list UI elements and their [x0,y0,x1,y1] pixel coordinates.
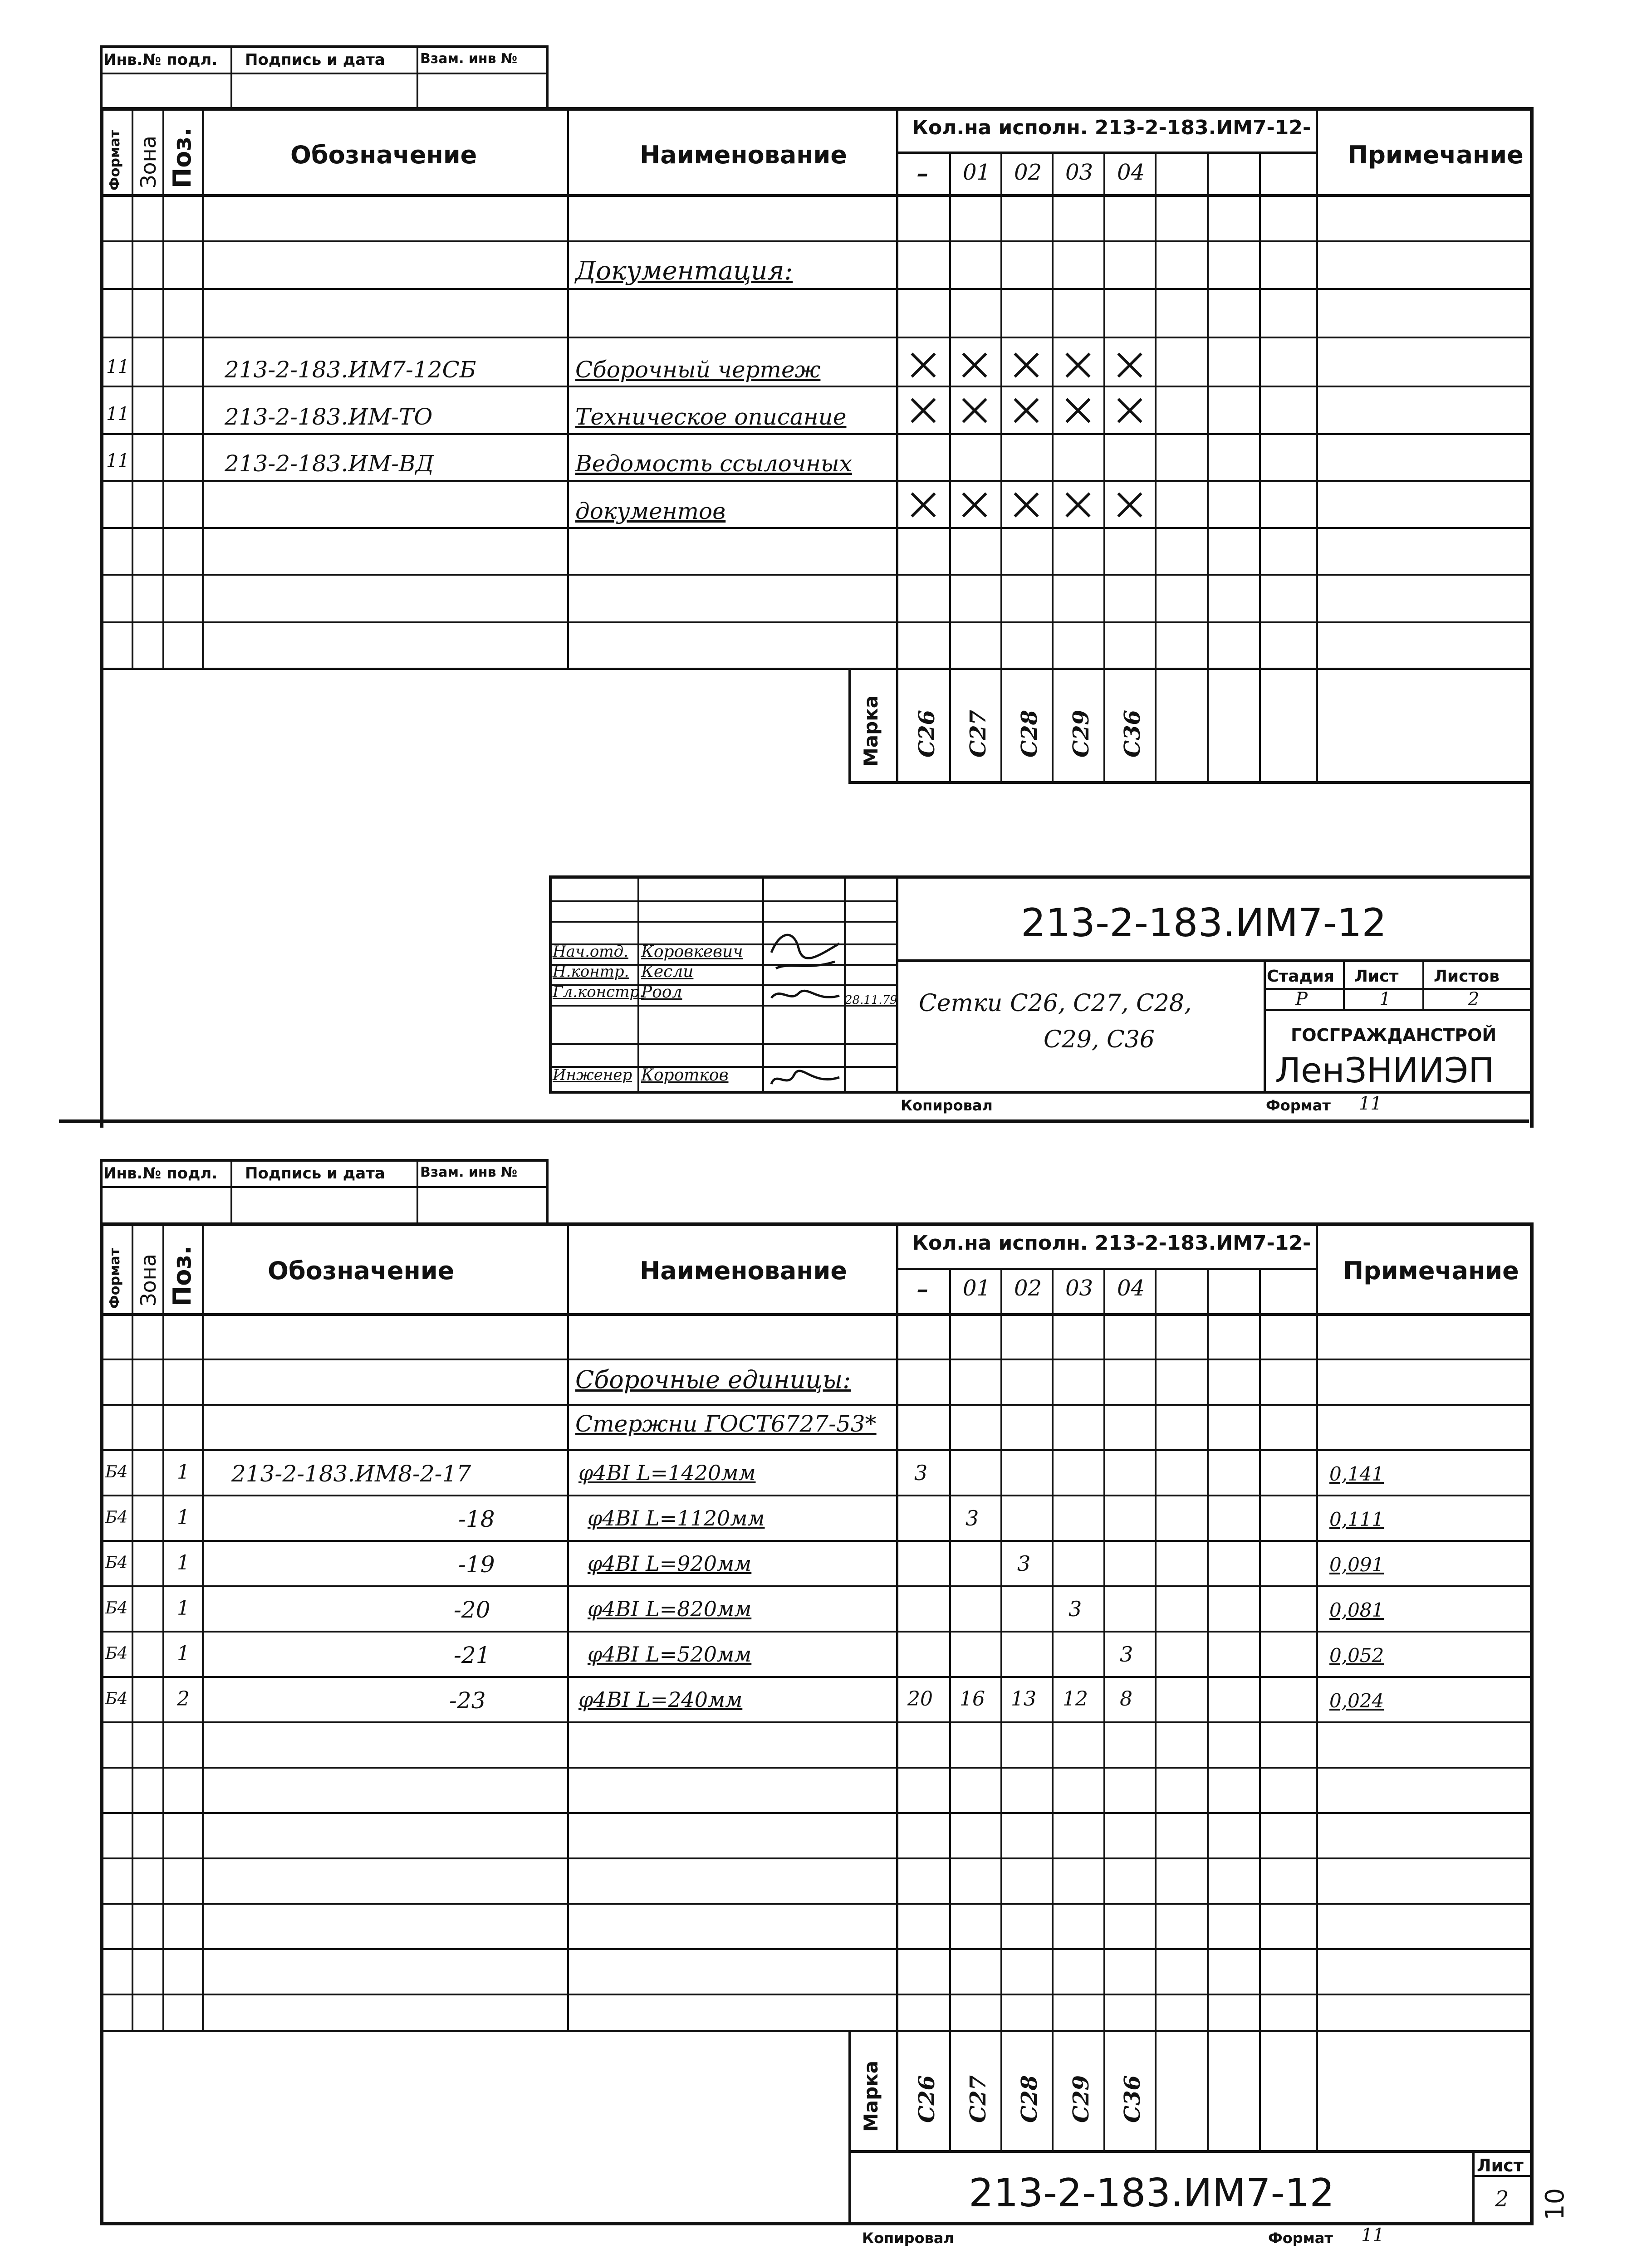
header-naimenovanie: Наименование [640,141,848,169]
row-format: Б4 [105,1508,128,1527]
title-code: 213-2-183.ИМ7-12 [969,2170,1335,2216]
row-poz: 2 [177,1687,190,1711]
row-name: Ведомость ссылочных [575,450,852,477]
stamp-podpis: Подпись и дата [245,51,385,69]
row-designation: -18 [458,1506,495,1532]
row-poz: 1 [177,1597,190,1620]
row-format: Б4 [105,1690,128,1708]
title-code: 213-2-183.ИМ7-12 [1021,900,1387,946]
header-naimenovanie: Наименование [640,1256,848,1285]
marka-c27: С27 [966,710,991,758]
marka-c26: С26 [914,2075,940,2123]
row-designation: 213-2-183.ИМ-ТО [225,404,433,430]
role-gl-konstr: Гл.констр. [553,983,644,1001]
row-name: Сборочный чертеж [575,357,821,383]
row-name: φ4ВI L=240мм [578,1687,743,1712]
format-label: Формат [1266,1097,1331,1114]
row-designation: -19 [458,1551,495,1578]
row-name: φ4ВI L=820мм [588,1597,752,1621]
format-label: Формат [1268,2229,1333,2247]
name-korotkov: Коротков [641,1066,729,1085]
row-qty: 3 [1068,1597,1082,1621]
sheet-value: 2 [1495,2186,1509,2212]
row-poz: 1 [177,1551,190,1574]
header-kol: Кол.на исполн. 213-2-183.ИМ7-12- [912,116,1311,139]
stamp-inv-podl: Инв.№ подл. [103,51,218,69]
row-format: Б4 [105,1463,128,1481]
name-rool: Роол [641,983,682,1002]
section-subtitle: Стержни ГОСТ6727-53* [575,1411,877,1437]
variant-3: 03 [1065,1276,1093,1301]
variant-3: 03 [1065,160,1093,185]
sign-date: 28.11.79 [845,993,897,1007]
format-value: 11 [1359,1093,1382,1114]
marka-c29: С29 [1068,2075,1094,2123]
org-name-1: ГОСГРАЖДАНСТРОЙ [1291,1025,1497,1045]
org-name-2: ЛенЗНИИЭП [1275,1050,1495,1090]
row-note: 0,024 [1329,1690,1384,1712]
stamp-podpis: Подпись и дата [245,1164,385,1183]
header-poz: Поз. [168,127,196,188]
stage-header: Стадия [1267,967,1334,986]
row-qty: 13 [1011,1687,1036,1711]
name-korovkevich: Коровкевич [641,943,743,961]
title-line-2: С29, С36 [1044,1026,1155,1053]
row-qty: 8 [1120,1687,1132,1711]
row-note: 0,052 [1329,1644,1384,1667]
row-name: φ4ВI L=1420мм [578,1461,756,1485]
section-title: Сборочные единицы: [575,1365,851,1394]
stamp-vzam: Взам. инв № [420,1164,518,1180]
variant-4: 04 [1117,160,1145,185]
header-format: Формат [107,1248,123,1309]
format-value: 11 [1361,2225,1384,2246]
variant-0: – [917,1276,928,1303]
row-note: 0,081 [1329,1599,1384,1621]
row-name: φ4ВI L=920мм [588,1551,752,1576]
sheet-header: Лист [1354,967,1399,986]
row-format: Б4 [105,1644,128,1663]
role-nach-otd: Нач.отд. [553,943,628,961]
sheets-value: 2 [1468,989,1480,1010]
stamp-vzam: Взам. инв № [420,51,518,67]
stamp-inv-podl: Инв.№ подл. [103,1164,218,1183]
header-primechanie: Примечание [1343,1256,1519,1285]
row-poz: 1 [177,1642,190,1665]
row-note: 0,111 [1329,1508,1384,1530]
variant-1: 01 [963,160,991,185]
sheets-header: Листов [1434,967,1500,986]
row-name: φ4ВI L=1120мм [588,1506,765,1530]
header-poz: Поз. [168,1245,196,1306]
row-format: 11 [106,404,129,425]
row-qty: 3 [966,1506,979,1530]
header-oboznachenie: Обозначение [268,1256,455,1285]
row-name: φ4ВI L=520мм [588,1642,752,1667]
row-designation: 213-2-183.ИМ8-2-17 [231,1461,471,1487]
header-zona: Зона [136,136,161,188]
variant-2: 02 [1014,1276,1042,1301]
variant-4: 04 [1117,1276,1145,1301]
row-note: 0,091 [1329,1554,1384,1576]
title-line-1: Сетки С26, С27, С28, [919,990,1192,1017]
marka-c29: С29 [1068,710,1094,758]
row-designation: 213-2-183.ИМ-ВД [225,450,434,477]
marka-c27: С27 [966,2075,991,2123]
sheet-value: 1 [1379,989,1391,1010]
page-number: 10 [1540,2188,1570,2220]
header-format: Формат [107,130,123,191]
marka-c36: С36 [1120,2075,1145,2123]
row-qty: 12 [1063,1687,1088,1711]
sheet-header: Лист [1477,2156,1524,2175]
row-poz: 1 [177,1506,190,1529]
role-n-kontr: Н.контр. [553,963,629,981]
section-title: Документация: [575,256,793,286]
row-designation: -23 [449,1687,486,1714]
stage-value: Р [1295,989,1308,1010]
marka-c36: С36 [1120,710,1145,758]
variant-1: 01 [963,1276,991,1301]
kopiroval: Копировал [901,1097,993,1114]
header-oboznachenie: Обозначение [290,141,477,169]
row-qty: 20 [907,1687,933,1711]
name-kesli: Кесли [641,963,694,981]
role-inzhener: Инженер [553,1066,632,1084]
row-format: 11 [106,450,129,471]
marka-c28: С28 [1017,2075,1042,2123]
row-format: Б4 [105,1554,128,1572]
variant-2: 02 [1014,160,1042,185]
marka-c26: С26 [914,710,940,758]
row-poz: 1 [177,1461,190,1484]
row-format: 11 [106,357,129,377]
marka-c28: С28 [1017,710,1042,758]
row-qty: 16 [960,1687,985,1711]
header-kol: Кол.на исполн. 213-2-183.ИМ7-12- [912,1232,1311,1255]
row-qty: 3 [1017,1551,1031,1576]
marka-label: Марка [860,2060,882,2132]
row-note: 0,141 [1329,1463,1384,1485]
header-zona: Зона [136,1254,161,1306]
row-name-continued: документов [575,498,726,524]
header-primechanie: Примечание [1348,141,1524,169]
row-qty: 3 [914,1461,928,1485]
row-designation: -21 [454,1642,490,1668]
row-designation: 213-2-183.ИМ7-12СБ [225,357,476,383]
marka-label: Марка [860,695,882,767]
variant-0: – [917,160,928,187]
row-name: Техническое описание [575,404,847,430]
row-designation: -20 [454,1597,490,1623]
row-format: Б4 [105,1599,128,1618]
row-qty: 3 [1120,1642,1133,1667]
kopiroval: Копировал [862,2229,954,2247]
